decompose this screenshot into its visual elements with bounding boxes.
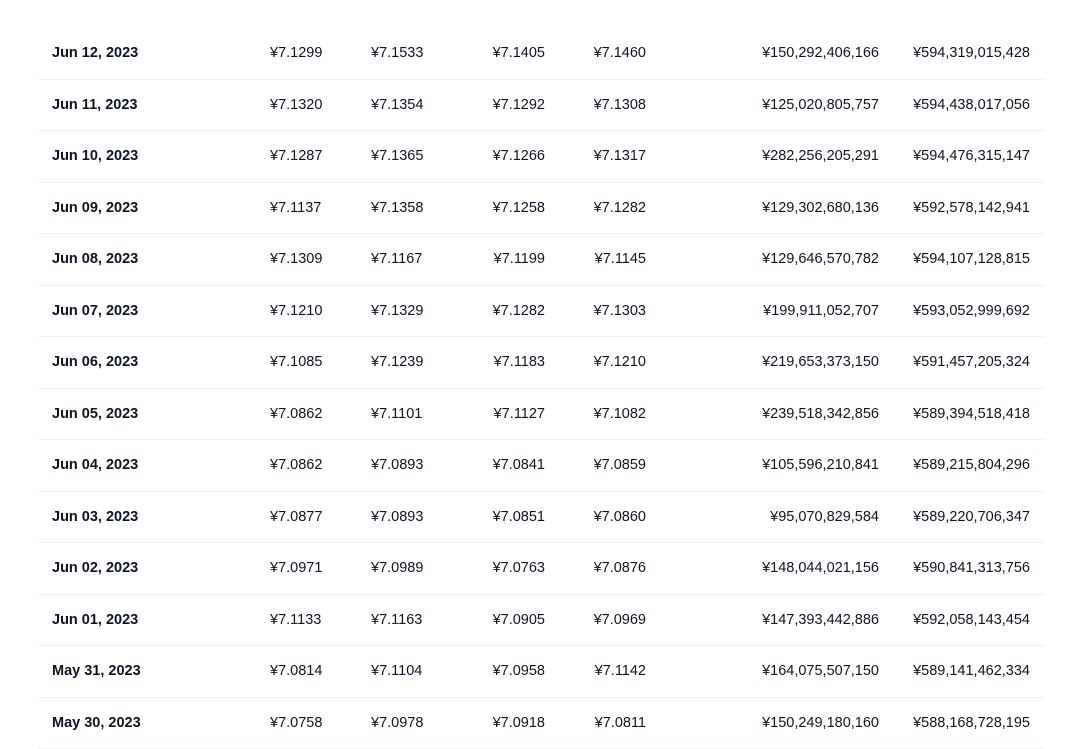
- market-cap-cell: ¥589,394,518,418: [913, 389, 1030, 440]
- open-price-cell: ¥7.0862: [270, 389, 322, 440]
- table-row: [38, 131, 1044, 183]
- volume-cell: ¥147,393,442,886: [762, 595, 879, 646]
- close-price-cell: ¥7.1460: [594, 28, 646, 79]
- close-price-cell: ¥7.1142: [595, 646, 646, 697]
- market-cap-cell: ¥594,476,315,147: [913, 131, 1030, 182]
- table-row: [38, 595, 1044, 647]
- low-price-cell: ¥7.0918: [493, 698, 545, 749]
- market-cap-cell: ¥592,058,143,454: [913, 595, 1030, 646]
- open-price-cell: ¥7.0814: [270, 646, 322, 697]
- high-price-cell: ¥7.1104: [371, 646, 422, 697]
- table-row: [38, 28, 1044, 80]
- open-price-cell: ¥7.1320: [270, 80, 322, 131]
- high-price-cell: ¥7.1358: [371, 183, 423, 234]
- volume-cell: ¥282,256,205,291: [762, 131, 879, 182]
- low-price-cell: ¥7.1127: [494, 389, 545, 440]
- date-cell: Jun 01, 2023: [52, 595, 138, 646]
- date-cell: Jun 12, 2023: [52, 28, 138, 79]
- historical-data-table: [38, 28, 1044, 749]
- open-price-cell: ¥7.1137: [270, 183, 321, 234]
- date-cell: Jun 09, 2023: [52, 183, 138, 234]
- date-cell: Jun 05, 2023: [52, 389, 138, 440]
- open-price-cell: ¥7.1133: [270, 595, 321, 646]
- market-cap-cell: ¥588,168,728,195: [913, 698, 1030, 749]
- volume-cell: ¥150,292,406,166: [762, 28, 879, 79]
- market-cap-cell: ¥589,220,706,347: [913, 492, 1030, 543]
- volume-cell: ¥129,302,680,136: [762, 183, 879, 234]
- high-price-cell: ¥7.0893: [371, 492, 423, 543]
- date-cell: Jun 06, 2023: [52, 337, 138, 388]
- table-row: [38, 286, 1044, 338]
- high-price-cell: ¥7.1533: [371, 28, 423, 79]
- open-price-cell: ¥7.0877: [270, 492, 322, 543]
- volume-cell: ¥105,596,210,841: [762, 440, 879, 491]
- close-price-cell: ¥7.1082: [594, 389, 646, 440]
- high-price-cell: ¥7.1329: [371, 286, 423, 337]
- low-price-cell: ¥7.1405: [493, 28, 545, 79]
- low-price-cell: ¥7.1258: [493, 183, 545, 234]
- table-row: [38, 80, 1044, 132]
- high-price-cell: ¥7.0978: [371, 698, 423, 749]
- close-price-cell: ¥7.1308: [594, 80, 646, 131]
- low-price-cell: ¥7.0763: [493, 543, 545, 594]
- date-cell: Jun 03, 2023: [52, 492, 138, 543]
- market-cap-cell: ¥591,457,205,324: [913, 337, 1030, 388]
- table-row: [38, 492, 1044, 544]
- open-price-cell: ¥7.1287: [270, 131, 322, 182]
- close-price-cell: ¥7.0811: [595, 698, 646, 749]
- volume-cell: ¥239,518,342,856: [762, 389, 879, 440]
- volume-cell: ¥164,075,507,150: [762, 646, 879, 697]
- volume-cell: ¥129,646,570,782: [762, 234, 879, 285]
- date-cell: Jun 08, 2023: [52, 234, 138, 285]
- close-price-cell: ¥7.0969: [594, 595, 646, 646]
- market-cap-cell: ¥589,215,804,296: [913, 440, 1030, 491]
- high-price-cell: ¥7.1365: [371, 131, 423, 182]
- close-price-cell: ¥7.0860: [594, 492, 646, 543]
- high-price-cell: ¥7.1163: [371, 595, 422, 646]
- date-cell: Jun 02, 2023: [52, 543, 138, 594]
- market-cap-cell: ¥594,438,017,056: [913, 80, 1030, 131]
- low-price-cell: ¥7.0958: [493, 646, 545, 697]
- high-price-cell: ¥7.1167: [371, 234, 422, 285]
- date-cell: May 31, 2023: [52, 646, 141, 697]
- close-price-cell: ¥7.0876: [594, 543, 646, 594]
- low-price-cell: ¥7.1292: [493, 80, 545, 131]
- volume-cell: ¥125,020,805,757: [762, 80, 879, 131]
- high-price-cell: ¥7.0989: [371, 543, 423, 594]
- table-row: [38, 337, 1044, 389]
- market-cap-cell: ¥589,141,462,334: [913, 646, 1030, 697]
- volume-cell: ¥148,044,021,156: [762, 543, 879, 594]
- low-price-cell: ¥7.1199: [494, 234, 545, 285]
- low-price-cell: ¥7.1266: [493, 131, 545, 182]
- close-price-cell: ¥7.0859: [594, 440, 646, 491]
- open-price-cell: ¥7.1299: [270, 28, 322, 79]
- high-price-cell: ¥7.1239: [371, 337, 423, 388]
- low-price-cell: ¥7.0841: [493, 440, 545, 491]
- market-cap-cell: ¥592,578,142,941: [913, 183, 1030, 234]
- close-price-cell: ¥7.1303: [594, 286, 646, 337]
- date-cell: Jun 04, 2023: [52, 440, 138, 491]
- date-cell: Jun 07, 2023: [52, 286, 138, 337]
- high-price-cell: ¥7.1101: [371, 389, 422, 440]
- volume-cell: ¥199,911,052,707: [763, 286, 879, 337]
- high-price-cell: ¥7.0893: [371, 440, 423, 491]
- date-cell: May 30, 2023: [52, 698, 141, 749]
- table-row: [38, 389, 1044, 441]
- open-price-cell: ¥7.1085: [270, 337, 322, 388]
- market-cap-cell: ¥593,052,999,692: [913, 286, 1030, 337]
- volume-cell: ¥95,070,829,584: [770, 492, 879, 543]
- market-cap-cell: ¥594,319,015,428: [913, 28, 1030, 79]
- table-row: [38, 234, 1044, 286]
- low-price-cell: ¥7.0905: [493, 595, 545, 646]
- open-price-cell: ¥7.0971: [270, 543, 322, 594]
- table-row: [38, 698, 1044, 749]
- table-row: [38, 440, 1044, 492]
- close-price-cell: ¥7.1210: [594, 337, 646, 388]
- table-row: [38, 646, 1044, 698]
- market-cap-cell: ¥594,107,128,815: [913, 234, 1030, 285]
- date-cell: Jun 11, 2023: [52, 80, 137, 131]
- volume-cell: ¥219,653,373,150: [762, 337, 879, 388]
- open-price-cell: ¥7.1309: [270, 234, 322, 285]
- low-price-cell: ¥7.0851: [493, 492, 545, 543]
- date-cell: Jun 10, 2023: [52, 131, 138, 182]
- open-price-cell: ¥7.0758: [270, 698, 322, 749]
- table-row: [38, 183, 1044, 235]
- low-price-cell: ¥7.1183: [494, 337, 545, 388]
- table-row: [38, 543, 1044, 595]
- open-price-cell: ¥7.0862: [270, 440, 322, 491]
- close-price-cell: ¥7.1282: [594, 183, 646, 234]
- market-cap-cell: ¥590,841,313,756: [913, 543, 1030, 594]
- volume-cell: ¥150,249,180,160: [762, 698, 879, 749]
- close-price-cell: ¥7.1145: [595, 234, 646, 285]
- high-price-cell: ¥7.1354: [371, 80, 423, 131]
- open-price-cell: ¥7.1210: [270, 286, 322, 337]
- low-price-cell: ¥7.1282: [493, 286, 545, 337]
- close-price-cell: ¥7.1317: [594, 131, 646, 182]
